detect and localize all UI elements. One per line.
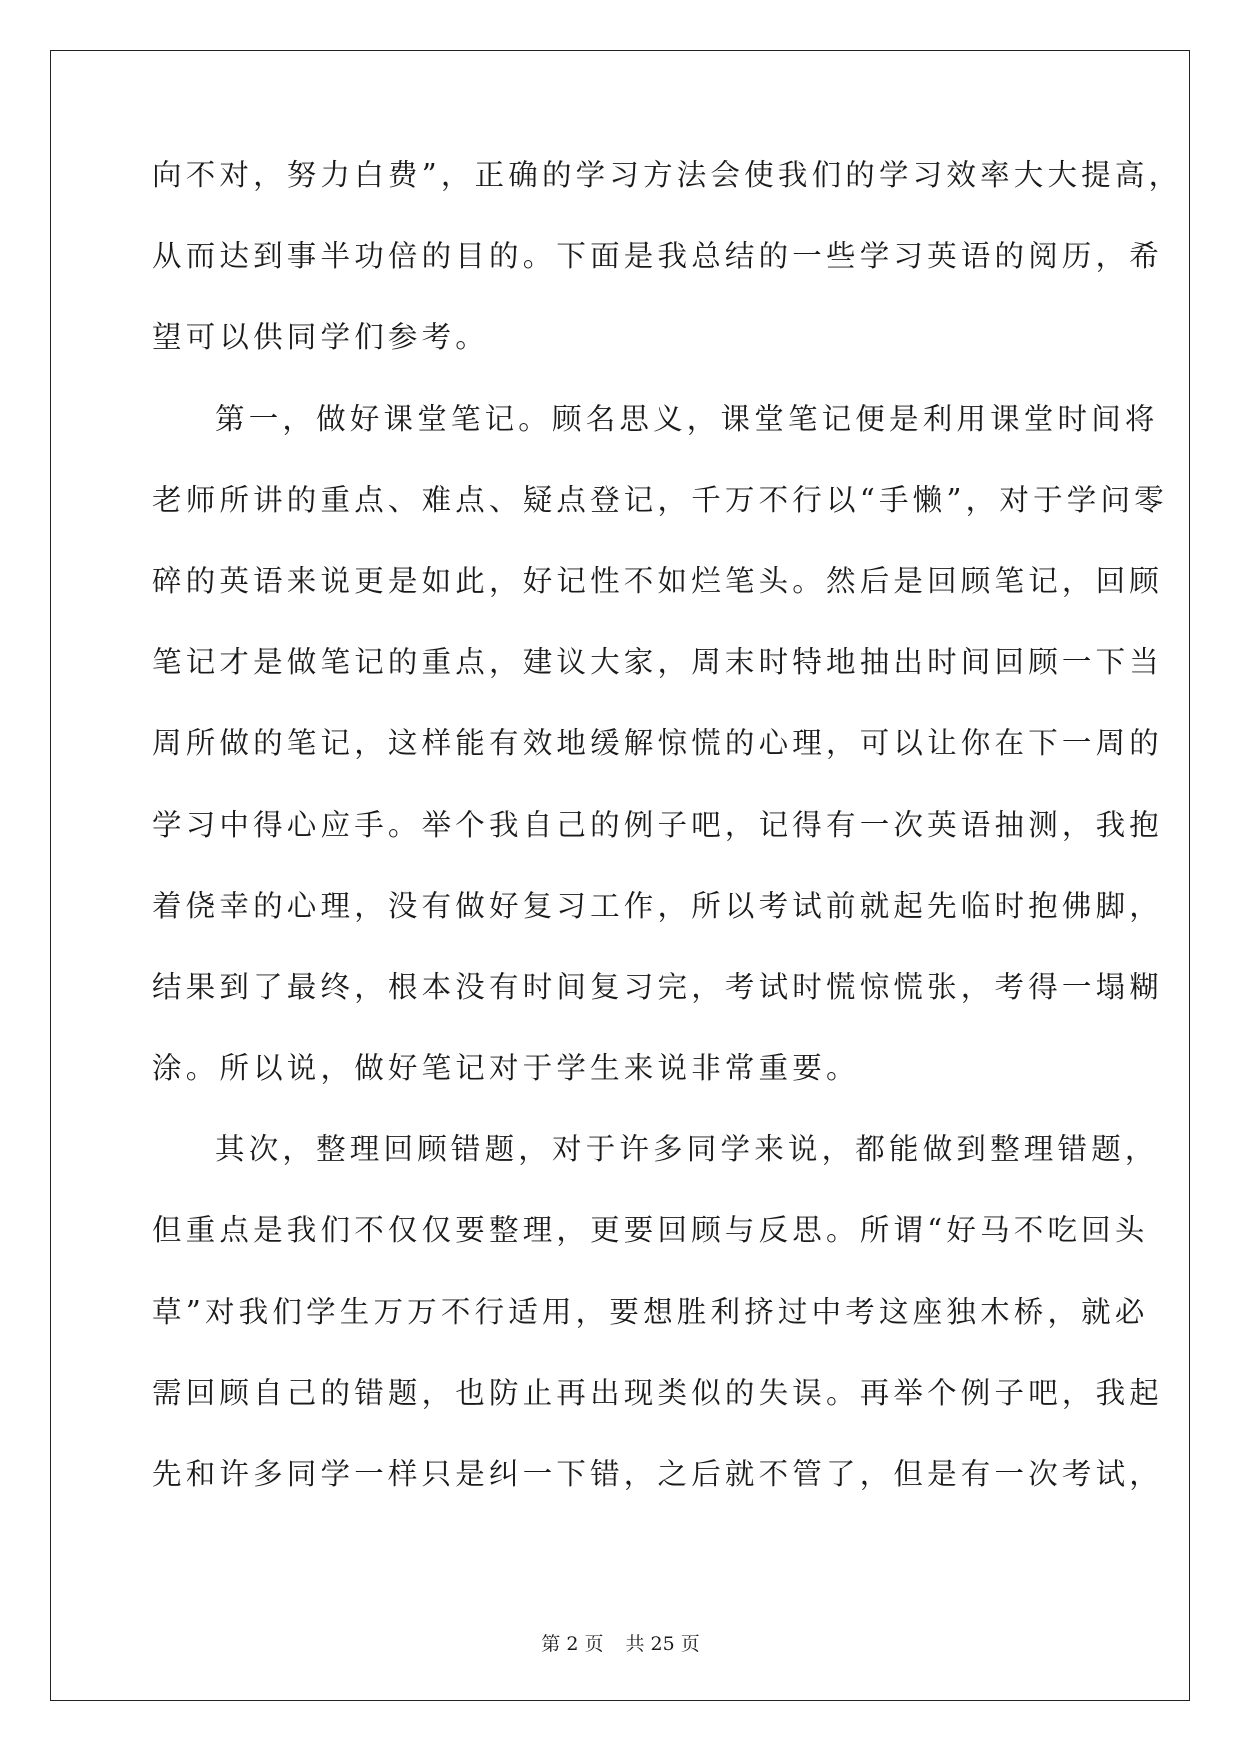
text-line: 着侥幸的心理，没有做好复习工作，所以考试前就起先临时抱佛脚， — [152, 888, 1164, 923]
text-line: 涂。所以说，做好笔记对于学生来说非常重要。 — [152, 1051, 860, 1086]
text-line: 但重点是我们不仅仅要整理，更要回顾与反思。所谓“好马不吃回头 — [152, 1213, 1149, 1248]
text-line: 其次，整理回顾错题，对于许多同学来说，都能做到整理错题， — [215, 1132, 1159, 1167]
page-footer — [0, 1632, 1241, 1656]
text-line: 碎的英语来说更是如此，好记性不如烂笔头。然后是回顾笔记，回顾 — [152, 563, 1164, 598]
text-line: 先和许多同学一样只是纠一下错，之后就不管了，但是有一次考试， — [152, 1457, 1164, 1491]
total-pages: 共 25 页 — [625, 1633, 700, 1655]
text-line: 结果到了最终，根本没有时间复习完，考试时慌惊慌张，考得一塌糊 — [152, 969, 1164, 1004]
text-line: 需回顾自己的错题，也防止再出现类似的失误。再举个例子吧，我起 — [152, 1375, 1164, 1410]
current-page-number: 第 2 页 — [541, 1633, 604, 1655]
text-line: 笔记才是做笔记的重点，建议大家，周末时特地抽出时间回顾一下当 — [152, 645, 1164, 680]
paragraph-2 — [152, 397, 1168, 1128]
text-line: 学习中得心应手。举个我自己的例子吧，记得有一次英语抽测，我抱 — [152, 807, 1164, 842]
text-line: 老师所讲的重点、难点、疑点登记，千万不行以“手懒”，对于学问零 — [152, 482, 1168, 517]
paragraph-1 — [152, 153, 1183, 397]
text-line: 第一，做好课堂笔记。顾名思义，课堂笔记便是利用课堂时间将 — [215, 401, 1159, 436]
paragraph-3 — [152, 1127, 1164, 1533]
text-line: 草”对我们学生万万不行适用，要想胜利挤过中考这座独木桥，就必 — [152, 1294, 1149, 1329]
text-line: 周所做的笔记，这样能有效地缓解惊慌的心理，可以让你在下一周的 — [152, 726, 1164, 761]
text-line: 望可以供同学们参考。 — [152, 320, 490, 355]
text-line: 从而达到事半功倍的目的。下面是我总结的一些学习英语的阅历，希 — [152, 239, 1164, 274]
document-body — [152, 153, 1183, 1533]
text-line: 向不对，努力白费”，正确的学习方法会使我们的学习效率大大提高， — [152, 158, 1183, 192]
